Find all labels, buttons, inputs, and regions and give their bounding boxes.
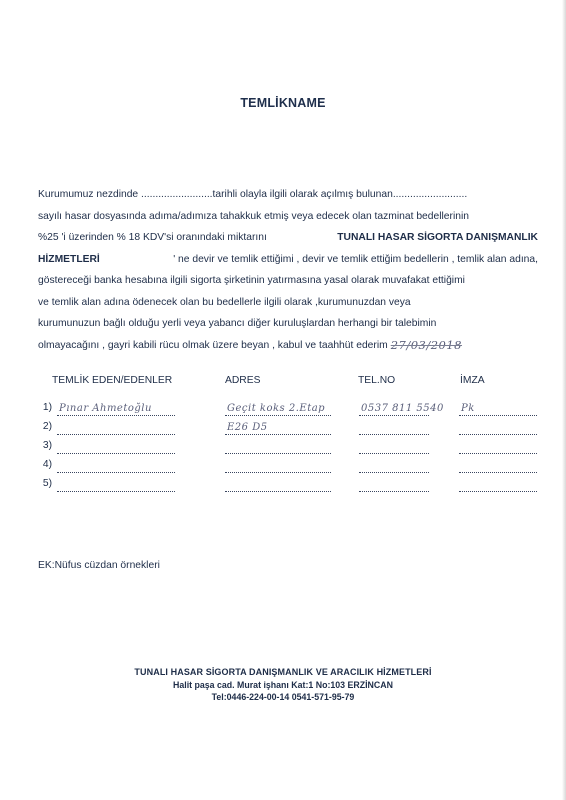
name-field (57, 440, 175, 454)
name-field (57, 478, 175, 492)
signature-field (459, 459, 537, 473)
row-number: 5) (42, 478, 52, 489)
document-body (38, 184, 538, 356)
body-line-2: sayılı hasar dosyasında adıma/adımıza tahakkuk etmiş veya edecek olan tazminat bedellerinin (38, 210, 469, 222)
handwritten-name: Pınar Ahmetoğlu (59, 403, 152, 414)
table-row (38, 402, 538, 420)
name-field (57, 421, 175, 435)
phone-field (359, 478, 429, 492)
table-row (38, 459, 538, 477)
footer-company: TUNALI HASAR SİGORTA DANIŞMANLIK VE ARACILIK HİZMETLERİ (134, 667, 432, 677)
body-line-3: %25 'i üzerinden % 18 KDV'si oranındaki miktarını TUNALI HASAR SİGORTA DANIŞMANLIK (38, 227, 538, 249)
row-number: 1) (42, 402, 52, 413)
handwritten-address: E26 D5 (227, 422, 268, 433)
body-line-6: ve temlik alan adına ödenecek olan bu bedellerle ilgili olarak ,kurumunuzdan veya (38, 296, 411, 308)
row-number: 2) (42, 421, 52, 432)
body-line-8: olmayacağını , gayri kabili rücu olmak üzere beyan , kabul ve taahhüt ederim 27/03/2018 (38, 335, 538, 357)
phone-field (359, 402, 444, 416)
signature-field (459, 478, 537, 492)
table-row (38, 421, 538, 439)
document-title: TEMLİKNAME (240, 96, 326, 110)
handwritten-signature: Pk (461, 403, 475, 414)
body-line-4: HİZMETLERİ ' ne devir ve temlik ettiğimi , devir ve temlik ettiğim bedellerin , temlik alan adına, (38, 249, 538, 271)
handwritten-phone: 0537 811 5540 (361, 403, 444, 414)
footer-address: Halit paşa cad. Murat işhanı Kat:1 No:103 ERZİNCAN (173, 680, 393, 690)
table-row (38, 478, 538, 496)
signature-field (459, 421, 537, 435)
company-name-bold-cont: HİZMETLERİ (38, 253, 100, 265)
header-address: ADRES (225, 375, 261, 386)
header-phone: TEL.NO (358, 375, 396, 386)
header-signature: İMZA (460, 375, 485, 386)
address-field (225, 459, 331, 473)
signature-field (459, 440, 537, 454)
row-number: 3) (42, 440, 52, 451)
body-line-1: Kurumumuz nezdinde .........................tarihli olayla ilgili olarak açılmış bulunan.......................... (38, 189, 468, 200)
signature-field (459, 402, 537, 416)
address-field (225, 440, 331, 454)
company-name-bold: TUNALI HASAR SİGORTA DANIŞMANLIK (337, 232, 538, 243)
row-number: 4) (42, 459, 52, 470)
phone-field (359, 440, 429, 454)
address-field (225, 478, 331, 492)
attachment-note: EK:Nüfus cüzdan örnekleri (38, 560, 160, 571)
phone-field (359, 421, 429, 435)
footer-phones: Tel:0446-224-00-14 0541-571-95-79 (211, 692, 355, 702)
handwritten-date: 27/03/2018 (390, 337, 463, 352)
body-line-7: kurumunuzun bağlı olduğu yerli veya yabancı diğer kuruluşlardan herhangi bir talebimin (38, 318, 437, 329)
name-field (57, 402, 175, 416)
name-field (57, 459, 175, 473)
phone-field (359, 459, 429, 473)
address-field (225, 402, 331, 416)
table-row (38, 440, 538, 458)
header-assignor: TEMLİK EDEN/EDENLER (52, 375, 173, 386)
handwritten-address: Geçit koks 2.Etap (227, 403, 326, 414)
body-line-5: göstereceği banka hesabına ilgili sigorta şirketinin yatırmasına yasal olarak muvafakat ettiğimi (38, 275, 465, 286)
address-field (225, 421, 331, 435)
